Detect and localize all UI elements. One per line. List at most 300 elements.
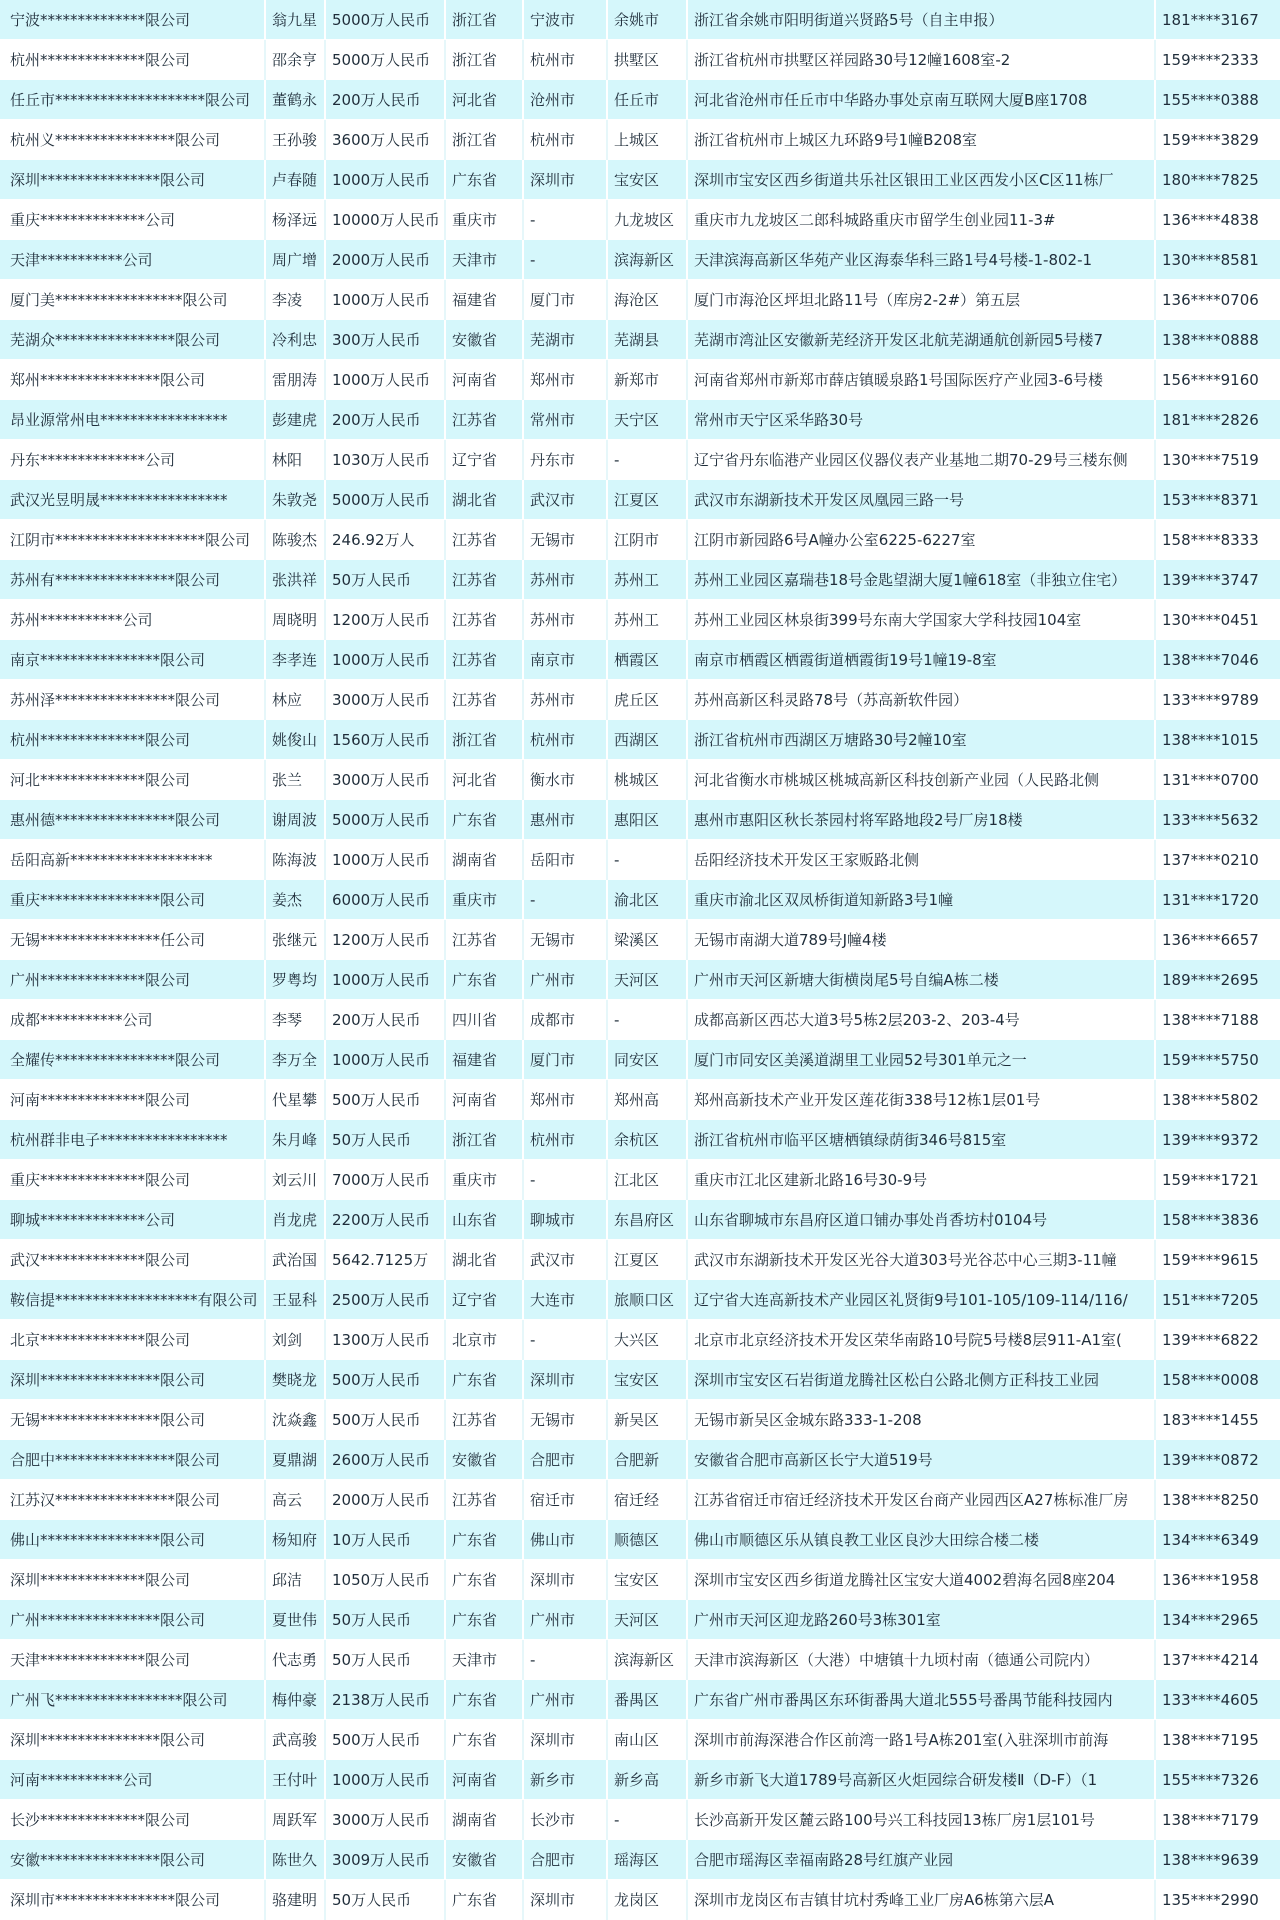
phone-cell: 180****7825 bbox=[1162, 170, 1259, 189]
province-cell: 江苏省 bbox=[446, 1480, 524, 1520]
phone-cell: 151****7205 bbox=[1162, 1290, 1259, 1309]
phone-cell: 139****3747 bbox=[1162, 570, 1259, 589]
district-cell: 宝安区 bbox=[608, 160, 688, 200]
phone-cell: 131****1720 bbox=[1162, 890, 1259, 909]
table-row bbox=[0, 1800, 1280, 1840]
company-name-cell: 昂业源常州电***************** bbox=[0, 400, 266, 440]
table-row bbox=[0, 840, 1280, 880]
province-cell: 河南省 bbox=[446, 1080, 524, 1120]
legal-representative-cell: 李孝连 bbox=[266, 640, 326, 680]
registered-capital-cell: 246.92万人 bbox=[326, 520, 446, 560]
address-cell: 安徽省合肥市高新区长宁大道519号 bbox=[688, 1440, 1156, 1480]
district-cell: 天河区 bbox=[608, 960, 688, 1000]
registered-capital-cell: 10000万人民币 bbox=[326, 200, 446, 240]
district-cell: 宝安区 bbox=[608, 1360, 688, 1400]
company-name-cell: 郑州****************限公司 bbox=[0, 360, 266, 400]
legal-representative-cell: 夏世伟 bbox=[266, 1600, 326, 1640]
district-cell: 天宁区 bbox=[608, 400, 688, 440]
province-cell: 河南省 bbox=[446, 360, 524, 400]
province-cell: 辽宁省 bbox=[446, 440, 524, 480]
company-name-cell: 广州飞*****************限公司 bbox=[0, 1680, 266, 1720]
phone-cell: 131****0700 bbox=[1162, 770, 1259, 789]
legal-representative-cell: 周广增 bbox=[266, 240, 326, 280]
district-cell: 龙岗区 bbox=[608, 1880, 688, 1920]
phone-cell: 189****2695 bbox=[1162, 970, 1259, 989]
address-cell: 深圳市宝安区西乡街道龙腾社区宝安大道4002碧海名园8座204 bbox=[688, 1560, 1156, 1600]
legal-representative-cell: 骆建明 bbox=[266, 1880, 326, 1920]
address-cell: 天津市滨海新区（大港）中塘镇十九顷村南（德通公司院内） bbox=[688, 1640, 1156, 1680]
registered-capital-cell: 5000万人民币 bbox=[326, 0, 446, 40]
table-row bbox=[0, 320, 1280, 360]
city-cell: 聊城市 bbox=[524, 1200, 608, 1240]
city-cell: 南京市 bbox=[524, 640, 608, 680]
address-cell: 无锡市新吴区金城东路333-1-208 bbox=[688, 1400, 1156, 1440]
address-cell: 深圳市宝安区石岩街道龙腾社区松白公路北侧方正科技工业园 bbox=[688, 1360, 1156, 1400]
province-cell: 湖南省 bbox=[446, 840, 524, 880]
legal-representative-cell: 樊晓龙 bbox=[266, 1360, 326, 1400]
legal-representative-cell: 陈世久 bbox=[266, 1840, 326, 1880]
district-cell: 大兴区 bbox=[608, 1320, 688, 1360]
phone-cell: 136****0706 bbox=[1162, 290, 1259, 309]
legal-representative-cell: 姜杰 bbox=[266, 880, 326, 920]
legal-representative-cell: 张继元 bbox=[266, 920, 326, 960]
table-row bbox=[0, 1280, 1280, 1320]
table-row bbox=[0, 120, 1280, 160]
city-cell: - bbox=[524, 1320, 608, 1360]
province-cell: 重庆市 bbox=[446, 1160, 524, 1200]
district-cell: 番禺区 bbox=[608, 1680, 688, 1720]
legal-representative-cell: 沈焱鑫 bbox=[266, 1400, 326, 1440]
city-cell: 广州市 bbox=[524, 1680, 608, 1720]
registered-capital-cell: 1000万人民币 bbox=[326, 280, 446, 320]
province-cell: 重庆市 bbox=[446, 200, 524, 240]
table-row bbox=[0, 880, 1280, 920]
province-cell: 浙江省 bbox=[446, 1120, 524, 1160]
province-cell: 重庆市 bbox=[446, 880, 524, 920]
company-name-cell: 长沙**************限公司 bbox=[0, 1800, 266, 1840]
registered-capital-cell: 7000万人民币 bbox=[326, 1160, 446, 1200]
company-name-cell: 合肥中****************限公司 bbox=[0, 1440, 266, 1480]
phone-cell: 133****5632 bbox=[1162, 810, 1259, 829]
province-cell: 江苏省 bbox=[446, 560, 524, 600]
phone-cell: 134****6349 bbox=[1162, 1530, 1259, 1549]
legal-representative-cell: 罗粤均 bbox=[266, 960, 326, 1000]
company-name-cell: 天津**************限公司 bbox=[0, 1640, 266, 1680]
district-cell: 芜湖县 bbox=[608, 320, 688, 360]
phone-cell: 138****8250 bbox=[1162, 1490, 1259, 1509]
registered-capital-cell: 1200万人民币 bbox=[326, 600, 446, 640]
district-cell: - bbox=[608, 440, 688, 480]
legal-representative-cell: 邱洁 bbox=[266, 1560, 326, 1600]
address-cell: 苏州高新区科灵路78号（苏高新软件园） bbox=[688, 680, 1156, 720]
address-cell: 郑州高新技术产业开发区莲花街338号12栋1层01号 bbox=[688, 1080, 1156, 1120]
phone-cell: 153****8371 bbox=[1162, 490, 1259, 509]
phone-cell: 138****9639 bbox=[1162, 1850, 1259, 1869]
registered-capital-cell: 5000万人民币 bbox=[326, 40, 446, 80]
registered-capital-cell: 1300万人民币 bbox=[326, 1320, 446, 1360]
city-cell: 武汉市 bbox=[524, 1240, 608, 1280]
registered-capital-cell: 50万人民币 bbox=[326, 1880, 446, 1920]
province-cell: 广东省 bbox=[446, 1680, 524, 1720]
phone-cell: 130****0451 bbox=[1162, 610, 1259, 629]
table-row bbox=[0, 1080, 1280, 1120]
province-cell: 江苏省 bbox=[446, 520, 524, 560]
legal-representative-cell: 彭建虎 bbox=[266, 400, 326, 440]
city-cell: 衡水市 bbox=[524, 760, 608, 800]
company-name-cell: 江苏汉****************限公司 bbox=[0, 1480, 266, 1520]
table-row bbox=[0, 360, 1280, 400]
legal-representative-cell: 周跃军 bbox=[266, 1800, 326, 1840]
address-cell: 河北省衡水市桃城区桃城高新区科技创新产业园（人民路北侧 bbox=[688, 760, 1156, 800]
city-cell: 无锡市 bbox=[524, 1400, 608, 1440]
table-row bbox=[0, 240, 1280, 280]
province-cell: 广东省 bbox=[446, 1720, 524, 1760]
address-cell: 江苏省宿迁市宿迁经济技术开发区台商产业园西区A27栋标准厂房 bbox=[688, 1480, 1156, 1520]
district-cell: - bbox=[608, 840, 688, 880]
phone-cell: 133****9789 bbox=[1162, 690, 1259, 709]
registered-capital-cell: 2000万人民币 bbox=[326, 240, 446, 280]
district-cell: 惠阳区 bbox=[608, 800, 688, 840]
address-cell: 浙江省余姚市阳明街道兴贤路5号（自主申报） bbox=[688, 0, 1156, 40]
district-cell: 东昌府区 bbox=[608, 1200, 688, 1240]
province-cell: 广东省 bbox=[446, 800, 524, 840]
province-cell: 湖北省 bbox=[446, 1240, 524, 1280]
phone-cell: 130****7519 bbox=[1162, 450, 1259, 469]
registered-capital-cell: 2500万人民币 bbox=[326, 1280, 446, 1320]
table-row bbox=[0, 520, 1280, 560]
address-cell: 河南省郑州市新郑市薛店镇暖泉路1号国际医疗产业园3-6号楼 bbox=[688, 360, 1156, 400]
address-cell: 新乡市新飞大道1789号高新区火炬园综合研发楼Ⅱ（D-F）（1 bbox=[688, 1760, 1156, 1800]
district-cell: 旅顺口区 bbox=[608, 1280, 688, 1320]
address-cell: 重庆市渝北区双凤桥街道知新路3号1幢 bbox=[688, 880, 1156, 920]
legal-representative-cell: 王付叶 bbox=[266, 1760, 326, 1800]
registered-capital-cell: 5642.7125万 bbox=[326, 1240, 446, 1280]
legal-representative-cell: 王显科 bbox=[266, 1280, 326, 1320]
registered-capital-cell: 5000万人民币 bbox=[326, 480, 446, 520]
district-cell: - bbox=[608, 1000, 688, 1040]
address-cell: 芜湖市湾沚区安徽新芜经济开发区北航芜湖通航创新园5号楼7 bbox=[688, 320, 1156, 360]
legal-representative-cell: 李琴 bbox=[266, 1000, 326, 1040]
district-cell: 南山区 bbox=[608, 1720, 688, 1760]
company-name-cell: 苏州泽****************限公司 bbox=[0, 680, 266, 720]
legal-representative-cell: 王孙骏 bbox=[266, 120, 326, 160]
table-row bbox=[0, 1840, 1280, 1880]
company-name-cell: 重庆**************限公司 bbox=[0, 1160, 266, 1200]
province-cell: 河北省 bbox=[446, 80, 524, 120]
table-row bbox=[0, 1440, 1280, 1480]
registered-capital-cell: 500万人民币 bbox=[326, 1400, 446, 1440]
phone-cell: 138****7195 bbox=[1162, 1730, 1259, 1749]
district-cell: 九龙坡区 bbox=[608, 200, 688, 240]
district-cell: 宿迁经 bbox=[608, 1480, 688, 1520]
province-cell: 河北省 bbox=[446, 760, 524, 800]
table-row bbox=[0, 1200, 1280, 1240]
registered-capital-cell: 200万人民币 bbox=[326, 400, 446, 440]
address-cell: 深圳市宝安区西乡街道共乐社区银田工业区西发小区C区11栋厂 bbox=[688, 160, 1156, 200]
phone-cell: 137****4214 bbox=[1162, 1650, 1259, 1669]
registered-capital-cell: 1000万人民币 bbox=[326, 1760, 446, 1800]
phone-cell: 138****1015 bbox=[1162, 730, 1259, 749]
city-cell: 深圳市 bbox=[524, 1360, 608, 1400]
address-cell: 深圳市前海深港合作区前湾一路1号A栋201室(入驻深圳市前海 bbox=[688, 1720, 1156, 1760]
district-cell: 郑州高 bbox=[608, 1080, 688, 1120]
city-cell: 广州市 bbox=[524, 960, 608, 1000]
table-row bbox=[0, 480, 1280, 520]
address-cell: 山东省聊城市东昌府区道口铺办事处肖香坊村0104号 bbox=[688, 1200, 1156, 1240]
company-name-cell: 北京**************限公司 bbox=[0, 1320, 266, 1360]
district-cell: - bbox=[608, 1800, 688, 1840]
legal-representative-cell: 李万全 bbox=[266, 1040, 326, 1080]
table-row bbox=[0, 600, 1280, 640]
company-name-cell: 无锡****************任公司 bbox=[0, 920, 266, 960]
table-row bbox=[0, 1240, 1280, 1280]
legal-representative-cell: 朱月峰 bbox=[266, 1120, 326, 1160]
phone-cell: 137****0210 bbox=[1162, 850, 1259, 869]
phone-cell: 159****9615 bbox=[1162, 1250, 1259, 1269]
province-cell: 浙江省 bbox=[446, 720, 524, 760]
table-row bbox=[0, 640, 1280, 680]
phone-cell: 139****0872 bbox=[1162, 1450, 1259, 1469]
registered-capital-cell: 50万人民币 bbox=[326, 560, 446, 600]
table-row bbox=[0, 1480, 1280, 1520]
company-name-cell: 深圳**************限公司 bbox=[0, 1560, 266, 1600]
province-cell: 四川省 bbox=[446, 1000, 524, 1040]
phone-cell: 159****3829 bbox=[1162, 130, 1259, 149]
address-cell: 成都高新区西芯大道3号5栋2层203-2、203-4号 bbox=[688, 1000, 1156, 1040]
company-name-cell: 广州****************限公司 bbox=[0, 1600, 266, 1640]
district-cell: 苏州工 bbox=[608, 600, 688, 640]
city-cell: 杭州市 bbox=[524, 720, 608, 760]
registered-capital-cell: 50万人民币 bbox=[326, 1640, 446, 1680]
city-cell: 苏州市 bbox=[524, 560, 608, 600]
phone-cell: 183****1455 bbox=[1162, 1410, 1259, 1429]
city-cell: - bbox=[524, 1640, 608, 1680]
registered-capital-cell: 3000万人民币 bbox=[326, 680, 446, 720]
registered-capital-cell: 3000万人民币 bbox=[326, 1800, 446, 1840]
company-name-cell: 河南**************限公司 bbox=[0, 1080, 266, 1120]
company-name-cell: 宁波**************限公司 bbox=[0, 0, 266, 40]
company-name-cell: 深圳****************限公司 bbox=[0, 1360, 266, 1400]
legal-representative-cell: 杨泽远 bbox=[266, 200, 326, 240]
phone-cell: 139****6822 bbox=[1162, 1330, 1259, 1349]
table-row bbox=[0, 560, 1280, 600]
province-cell: 江苏省 bbox=[446, 640, 524, 680]
legal-representative-cell: 张兰 bbox=[266, 760, 326, 800]
phone-cell: 136****6657 bbox=[1162, 930, 1259, 949]
address-cell: 河北省沧州市任丘市中华路办事处京南互联网大厦B座1708 bbox=[688, 80, 1156, 120]
company-name-cell: 芜湖众****************限公司 bbox=[0, 320, 266, 360]
city-cell: 佛山市 bbox=[524, 1520, 608, 1560]
company-name-cell: 重庆****************限公司 bbox=[0, 880, 266, 920]
legal-representative-cell: 陈骏杰 bbox=[266, 520, 326, 560]
registered-capital-cell: 1000万人民币 bbox=[326, 640, 446, 680]
table-row bbox=[0, 280, 1280, 320]
address-cell: 厦门市同安区美溪道湖里工业园52号301单元之一 bbox=[688, 1040, 1156, 1080]
city-cell: 芜湖市 bbox=[524, 320, 608, 360]
registered-capital-cell: 500万人民币 bbox=[326, 1360, 446, 1400]
address-cell: 浙江省杭州市西湖区万塘路30号2幢10室 bbox=[688, 720, 1156, 760]
address-cell: 重庆市江北区建新北路16号30-9号 bbox=[688, 1160, 1156, 1200]
registered-capital-cell: 5000万人民币 bbox=[326, 800, 446, 840]
registered-capital-cell: 50万人民币 bbox=[326, 1600, 446, 1640]
district-cell: 江北区 bbox=[608, 1160, 688, 1200]
city-cell: 沧州市 bbox=[524, 80, 608, 120]
table-row bbox=[0, 1720, 1280, 1760]
company-name-cell: 安徽****************限公司 bbox=[0, 1840, 266, 1880]
legal-representative-cell: 陈海波 bbox=[266, 840, 326, 880]
legal-representative-cell: 周晓明 bbox=[266, 600, 326, 640]
company-name-cell: 岳阳高新******************* bbox=[0, 840, 266, 880]
province-cell: 浙江省 bbox=[446, 120, 524, 160]
company-name-cell: 惠州德****************限公司 bbox=[0, 800, 266, 840]
province-cell: 浙江省 bbox=[446, 0, 524, 40]
address-cell: 厦门市海沧区坪坦北路11号（库房2-2#）第五层 bbox=[688, 280, 1156, 320]
phone-cell: 134****2965 bbox=[1162, 1610, 1259, 1629]
city-cell: - bbox=[524, 200, 608, 240]
phone-cell: 155****0388 bbox=[1162, 90, 1259, 109]
district-cell: 海沧区 bbox=[608, 280, 688, 320]
registered-capital-cell: 2138万人民币 bbox=[326, 1680, 446, 1720]
table-row bbox=[0, 920, 1280, 960]
district-cell: 江阴市 bbox=[608, 520, 688, 560]
phone-cell: 135****2990 bbox=[1162, 1890, 1259, 1909]
province-cell: 河南省 bbox=[446, 1760, 524, 1800]
table-row bbox=[0, 1320, 1280, 1360]
address-cell: 常州市天宁区采华路30号 bbox=[688, 400, 1156, 440]
city-cell: 深圳市 bbox=[524, 1720, 608, 1760]
address-cell: 合肥市瑶海区幸福南路28号红旗产业园 bbox=[688, 1840, 1156, 1880]
address-cell: 长沙高新开发区麓云路100号兴工科技园13栋厂房1层101号 bbox=[688, 1800, 1156, 1840]
province-cell: 北京市 bbox=[446, 1320, 524, 1360]
phone-cell: 156****9160 bbox=[1162, 370, 1259, 389]
registered-capital-cell: 2600万人民币 bbox=[326, 1440, 446, 1480]
table-row bbox=[0, 1520, 1280, 1560]
phone-cell: 136****4838 bbox=[1162, 210, 1259, 229]
city-cell: 丹东市 bbox=[524, 440, 608, 480]
city-cell: - bbox=[524, 240, 608, 280]
phone-cell: 138****0888 bbox=[1162, 330, 1259, 349]
legal-representative-cell: 翁九星 bbox=[266, 0, 326, 40]
address-cell: 武汉市东湖新技术开发区光谷大道303号光谷芯中心三期3-11幢 bbox=[688, 1240, 1156, 1280]
company-name-cell: 苏州***********公司 bbox=[0, 600, 266, 640]
province-cell: 安徽省 bbox=[446, 1840, 524, 1880]
registered-capital-cell: 6000万人民币 bbox=[326, 880, 446, 920]
district-cell: 滨海新区 bbox=[608, 1640, 688, 1680]
address-cell: 广东省广州市番禺区东环街番禺大道北555号番禺节能科技园内 bbox=[688, 1680, 1156, 1720]
table-row bbox=[0, 160, 1280, 200]
phone-cell: 181****2826 bbox=[1162, 410, 1259, 429]
company-name-cell: 无锡****************限公司 bbox=[0, 1400, 266, 1440]
legal-representative-cell: 雷朋涛 bbox=[266, 360, 326, 400]
table-row bbox=[0, 760, 1280, 800]
province-cell: 广东省 bbox=[446, 160, 524, 200]
table-row bbox=[0, 40, 1280, 80]
address-cell: 佛山市顺德区乐从镇良教工业区良沙大田综合楼二楼 bbox=[688, 1520, 1156, 1560]
city-cell: 深圳市 bbox=[524, 160, 608, 200]
province-cell: 山东省 bbox=[446, 1200, 524, 1240]
company-name-cell: 天津***********公司 bbox=[0, 240, 266, 280]
registered-capital-cell: 1000万人民币 bbox=[326, 160, 446, 200]
registered-capital-cell: 1030万人民币 bbox=[326, 440, 446, 480]
address-cell: 江阴市新园路6号A幢办公室6225-6227室 bbox=[688, 520, 1156, 560]
legal-representative-cell: 卢春随 bbox=[266, 160, 326, 200]
city-cell: 合肥市 bbox=[524, 1440, 608, 1480]
address-cell: 北京市北京经济技术开发区荣华南路10号院5号楼8层911-A1室( bbox=[688, 1320, 1156, 1360]
address-cell: 天津滨海高新区华苑产业区海泰华科三路1号4号楼-1-802-1 bbox=[688, 240, 1156, 280]
district-cell: 江夏区 bbox=[608, 480, 688, 520]
company-name-cell: 丹东**************公司 bbox=[0, 440, 266, 480]
legal-representative-cell: 梅仲豪 bbox=[266, 1680, 326, 1720]
district-cell: 新郑市 bbox=[608, 360, 688, 400]
city-cell: 深圳市 bbox=[524, 1560, 608, 1600]
phone-cell: 138****5802 bbox=[1162, 1090, 1259, 1109]
province-cell: 福建省 bbox=[446, 1040, 524, 1080]
phone-cell: 130****8581 bbox=[1162, 250, 1259, 269]
district-cell: 同安区 bbox=[608, 1040, 688, 1080]
company-name-cell: 深圳市****************限公司 bbox=[0, 1880, 266, 1920]
table-row bbox=[0, 960, 1280, 1000]
district-cell: 天河区 bbox=[608, 1600, 688, 1640]
province-cell: 江苏省 bbox=[446, 1400, 524, 1440]
province-cell: 江苏省 bbox=[446, 400, 524, 440]
address-cell: 辽宁省丹东临港产业园区仪器仪表产业基地二期70-29号三楼东侧 bbox=[688, 440, 1156, 480]
table-row bbox=[0, 400, 1280, 440]
company-name-cell: 河北**************限公司 bbox=[0, 760, 266, 800]
province-cell: 广东省 bbox=[446, 1560, 524, 1600]
phone-cell: 155****7326 bbox=[1162, 1770, 1259, 1789]
city-cell: 无锡市 bbox=[524, 520, 608, 560]
city-cell: - bbox=[524, 880, 608, 920]
district-cell: 梁溪区 bbox=[608, 920, 688, 960]
city-cell: 广州市 bbox=[524, 1600, 608, 1640]
address-cell: 重庆市九龙坡区二郎科城路重庆市留学生创业园11-3# bbox=[688, 200, 1156, 240]
legal-representative-cell: 代志勇 bbox=[266, 1640, 326, 1680]
legal-representative-cell: 夏鼎湖 bbox=[266, 1440, 326, 1480]
table-row bbox=[0, 1600, 1280, 1640]
company-name-cell: 佛山****************限公司 bbox=[0, 1520, 266, 1560]
registered-capital-cell: 1000万人民币 bbox=[326, 360, 446, 400]
registered-capital-cell: 1200万人民币 bbox=[326, 920, 446, 960]
company-name-cell: 武汉**************限公司 bbox=[0, 1240, 266, 1280]
legal-representative-cell: 武高骏 bbox=[266, 1720, 326, 1760]
table-row bbox=[0, 1360, 1280, 1400]
phone-cell: 158****3836 bbox=[1162, 1210, 1259, 1229]
registered-capital-cell: 500万人民币 bbox=[326, 1720, 446, 1760]
registered-capital-cell: 200万人民币 bbox=[326, 80, 446, 120]
table-row bbox=[0, 1640, 1280, 1680]
legal-representative-cell: 李凌 bbox=[266, 280, 326, 320]
company-name-cell: 苏州有****************限公司 bbox=[0, 560, 266, 600]
province-cell: 广东省 bbox=[446, 1600, 524, 1640]
province-cell: 广东省 bbox=[446, 1360, 524, 1400]
city-cell: 成都市 bbox=[524, 1000, 608, 1040]
district-cell: 任丘市 bbox=[608, 80, 688, 120]
phone-cell: 159****5750 bbox=[1162, 1050, 1259, 1069]
table-row bbox=[0, 1680, 1280, 1720]
table-row bbox=[0, 680, 1280, 720]
district-cell: 宝安区 bbox=[608, 1560, 688, 1600]
district-cell: 新乡高 bbox=[608, 1760, 688, 1800]
address-cell: 南京市栖霞区栖霞街道栖霞街19号1幢19-8室 bbox=[688, 640, 1156, 680]
company-name-cell: 杭州义****************限公司 bbox=[0, 120, 266, 160]
address-cell: 武汉市东湖新技术开发区凤凰园三路一号 bbox=[688, 480, 1156, 520]
province-cell: 天津市 bbox=[446, 1640, 524, 1680]
city-cell: 常州市 bbox=[524, 400, 608, 440]
table-row bbox=[0, 0, 1280, 40]
district-cell: 渝北区 bbox=[608, 880, 688, 920]
address-cell: 无锡市南湖大道789号J幢4楼 bbox=[688, 920, 1156, 960]
address-cell: 浙江省杭州市拱墅区祥园路30号12幢1608室-2 bbox=[688, 40, 1156, 80]
